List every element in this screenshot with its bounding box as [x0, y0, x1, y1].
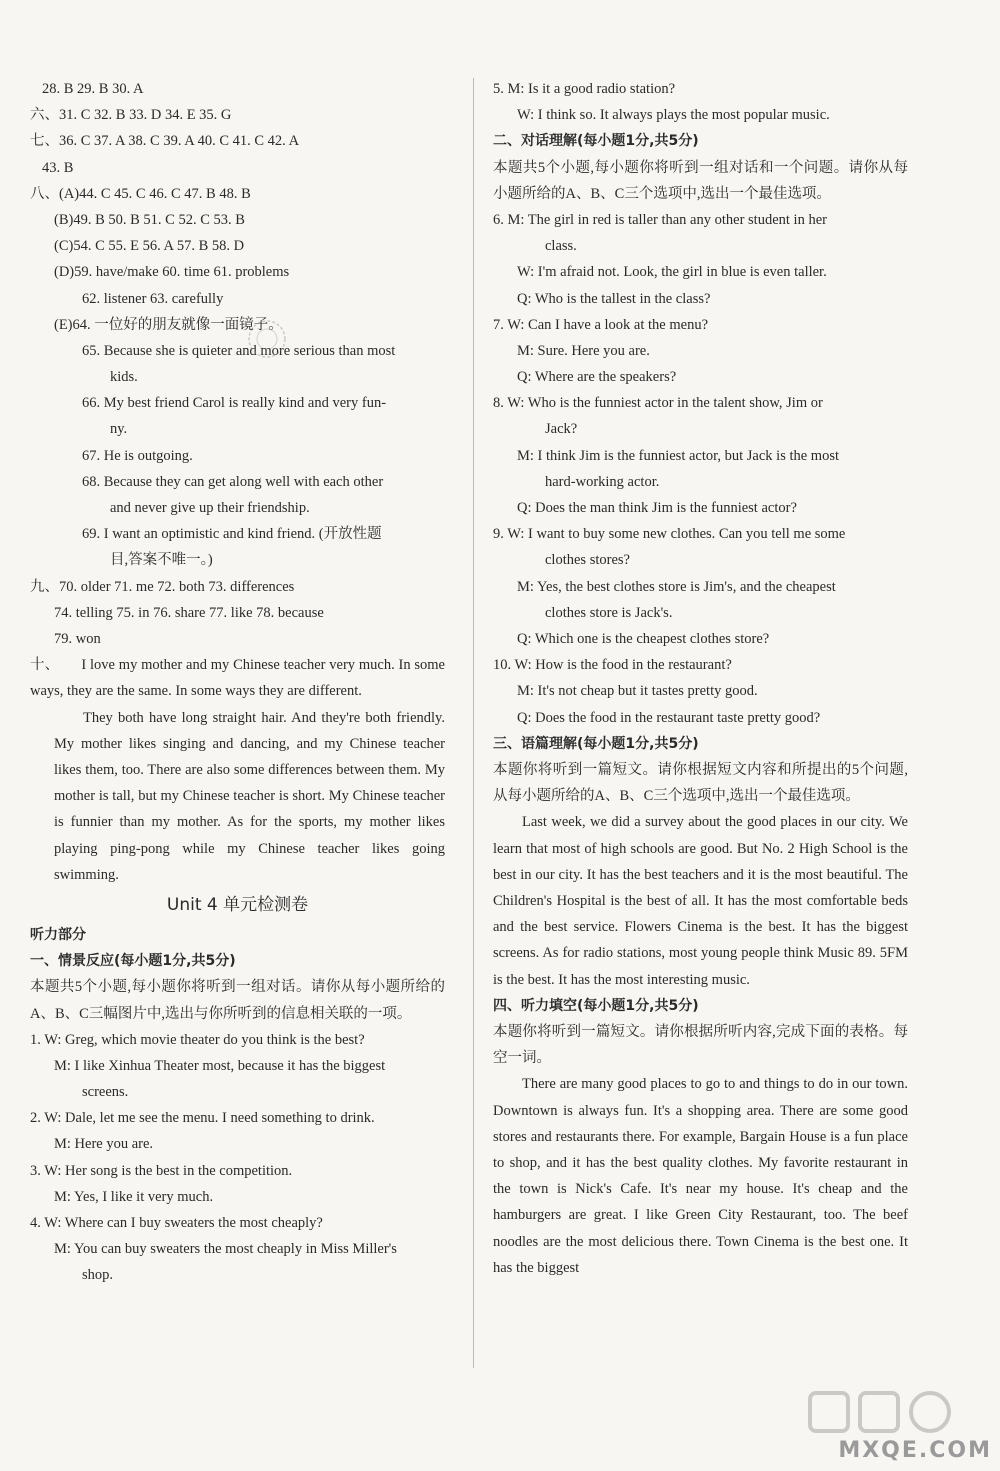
section-4-title: 四、听力填空(每小题1分,共5分) — [493, 997, 699, 1014]
dialog-line: 7. W: Can I have a look at the menu? — [493, 316, 709, 333]
answer-key-line: 74. telling 75. in 76. share 77. like 78. because — [54, 604, 324, 621]
dialog-line: M: You can buy sweaters the most cheaply in Miss Miller's — [54, 1241, 397, 1258]
answer-key-line: 66. My best friend Carol is really kind and very fun- — [82, 395, 387, 412]
answer-key-line: 八、(A)44. C 45. C 46. C 47. B 48. B — [30, 185, 251, 202]
dialog-line: W: I'm afraid not. Look, the girl in blue is even taller. — [517, 264, 827, 281]
dialog-5 — [493, 76, 908, 128]
dialog-line: M: Yes, I like it very much. — [54, 1188, 214, 1205]
answer-key-line: (B)49. B 50. B 51. C 52. C 53. B — [54, 211, 245, 228]
answer-key-line: and never give up their friendship. — [110, 500, 310, 516]
dialog-line: 5. M: Is it a good radio station? — [493, 81, 676, 97]
answer-key-line: 69. I want an optimistic and kind friend. (开放性题 — [82, 526, 382, 543]
listening-part-heading: 听力部分 — [30, 926, 86, 943]
answer-key-line: 79. won — [54, 630, 101, 647]
dialog-line: Q: Which one is the cheapest clothes store? — [517, 630, 770, 647]
essay-text-1: I love my mother and my Chinese teacher very much. In some ways, they are the same. In some ways they are different. — [30, 657, 445, 700]
answer-key-line: 六、31. C 32. B 33. D 34. E 35. G — [30, 107, 232, 124]
essay-label: 十、 — [30, 657, 60, 674]
essay-paragraph-2: They both have long straight hair. And they're both friendly. My mother likes singing and dancing, and my Chinese teacher likes them, too. There are also some differences between them. My mother is tall, but my Chinese teacher is short. My Chinese teacher is funnier than my mother. As for the sports, my mother likes playing ping-pong while my Chinese teacher likes going swimming. — [54, 709, 445, 883]
dialog-line: M: It's not cheap but it tastes pretty good. — [517, 683, 758, 700]
dialog-line: M: I think Jim is the funniest actor, but Jack is the most — [517, 447, 840, 464]
section-1-intro: 本题共5个小题,每小题你将听到一组对话。请你从每小题所给的A、B、C三幅图片中,选出与你所听到的信息相关联的一项。 — [30, 979, 445, 1022]
watermark-text: MXQE.COM — [838, 1438, 992, 1463]
dialog-line: 4. W: Where can I buy sweaters the most cheaply? — [30, 1215, 323, 1232]
answer-key-line: ny. — [110, 421, 128, 438]
dialog-line: Q: Where are the speakers? — [517, 369, 677, 386]
section-2-intro: 本题共5个小题,每小题你将听到一组对话和一个问题。请你从每小题所给的A、B、C三个选项中,选出一个最佳选项。 — [493, 159, 908, 202]
dialog-line: Q: Who is the tallest in the class? — [517, 290, 711, 307]
dialog-line: Q: Does the food in the restaurant taste pretty good? — [517, 709, 821, 726]
left-column — [30, 76, 445, 1289]
dialog-line: M: Here you are. — [54, 1136, 154, 1153]
dialog-line: 2. W: Dale, let me see the menu. I need something to drink. — [30, 1110, 375, 1127]
answer-key-line: 28. B 29. B 30. A — [42, 81, 144, 97]
section-4-text: There are many good places to go to and things to do in our town. Downtown is always fun. It's a shopping area. There are some good stores and restaurants there. For example, Bargain House is a fun place to shop, and it has the best quality clothes. My favorite restaurant in the town is Nick's Cafe. It's near my house. It's cheap and the hamburgers are great. I like Green City Restaurant, too. The beef noodles are the most delicious there. Town Cinema is the best one. It has the biggest — [493, 1076, 908, 1276]
dialog-line: Q: Does the man think Jim is the funniest actor? — [517, 500, 797, 517]
dialog-line: 10. W: How is the food in the restaurant? — [493, 657, 732, 674]
section-3-title: 三、语篇理解(每小题1分,共5分) — [493, 735, 699, 752]
section-3-text: Last week, we did a survey about the good places in our city. We learn that most of high schools are good. But No. 2 High School is the best in our city. It has the best teachers and it is the most beautiful. The Children's Hospital is the best of all. It has the most comfortable beds and the best service. Flowers Cinema is the best. It has the biggest screens. As for radio stations, most young people think Music 89. 5FM is the best. It has the most interesting music. — [493, 814, 908, 988]
answer-key-line: (C)54. C 55. E 56. A 57. B 58. D — [54, 238, 245, 255]
dialog-line: M: I like Xinhua Theater most, because it has the biggest — [54, 1057, 386, 1074]
dialog-line: Jack? — [545, 421, 578, 438]
dialog-line: M: Sure. Here you are. — [517, 342, 650, 359]
right-column — [493, 76, 908, 1281]
answer-key-line: 目,答案不唯一。) — [110, 552, 213, 569]
answer-key-line: 七、36. C 37. A 38. C 39. A 40. C 41. C 42. A — [30, 133, 300, 150]
dialog-line: hard-working actor. — [545, 473, 660, 490]
dialog-line: class. — [545, 238, 577, 255]
section-1-title: 一、情景反应(每小题1分,共5分) — [30, 953, 236, 970]
section-4-intro: 本题你将听到一篇短文。请你根据所听内容,完成下面的表格。每空一词。 — [493, 1023, 908, 1067]
answer-key-line: 43. B — [42, 159, 74, 176]
section-2-dialogs — [493, 207, 908, 731]
section-2-title: 二、对话理解(每小题1分,共5分) — [493, 133, 699, 150]
dialog-line: 9. W: I want to buy some new clothes. Can you tell me some — [493, 526, 846, 543]
answer-key-line: 67. He is outgoing. — [82, 447, 193, 464]
dialog-line: screens. — [82, 1084, 129, 1101]
answer-key-line: kids. — [110, 369, 138, 386]
dialog-line: shop. — [82, 1267, 114, 1284]
dialog-line: 6. M: The girl in red is taller than any other student in her — [493, 211, 827, 228]
column-divider — [473, 78, 474, 1368]
ink-stamp-icon — [243, 315, 291, 363]
unit-title: Unit 4 单元检测卷 — [166, 894, 309, 915]
section-1-dialogs — [30, 1027, 445, 1289]
dialog-line: 3. W: Her song is the best in the competition. — [30, 1162, 293, 1179]
answer-key-line: 68. Because they can get along well with each other — [82, 473, 384, 490]
dialog-line: clothes stores? — [545, 552, 630, 569]
answer-key-line: (D)59. have/make 60. time 61. problems — [54, 264, 290, 281]
answer-key-line: 九、70. older 71. me 72. both 73. differences — [30, 578, 295, 595]
answer-key-line: (E)64. 一位好的朋友就像一面镜子。 — [54, 316, 283, 333]
essay-paragraph-1 — [30, 652, 445, 704]
dialog-line: clothes store is Jack's. — [545, 604, 673, 621]
answer-key-line: 62. listener 63. carefully — [82, 290, 224, 307]
answer-key-list — [30, 76, 445, 652]
section-3-intro: 本题你将听到一篇短文。请你根据短文内容和所提出的5个问题,从每小题所给的A、B、C三个选项中,选出一个最佳选项。 — [493, 761, 908, 805]
dialog-line: W: I think so. It always plays the most popular music. — [517, 107, 830, 124]
watermark-logo-icon — [804, 1387, 994, 1437]
dialog-line: M: Yes, the best clothes store is Jim's, and the cheapest — [517, 578, 836, 595]
answer-key-line: 65. Because she is quieter and more serious than most — [82, 342, 396, 359]
dialog-line: 8. W: Who is the funniest actor in the talent show, Jim or — [493, 395, 823, 412]
dialog-line: 1. W: Greg, which movie theater do you think is the best? — [30, 1031, 365, 1048]
